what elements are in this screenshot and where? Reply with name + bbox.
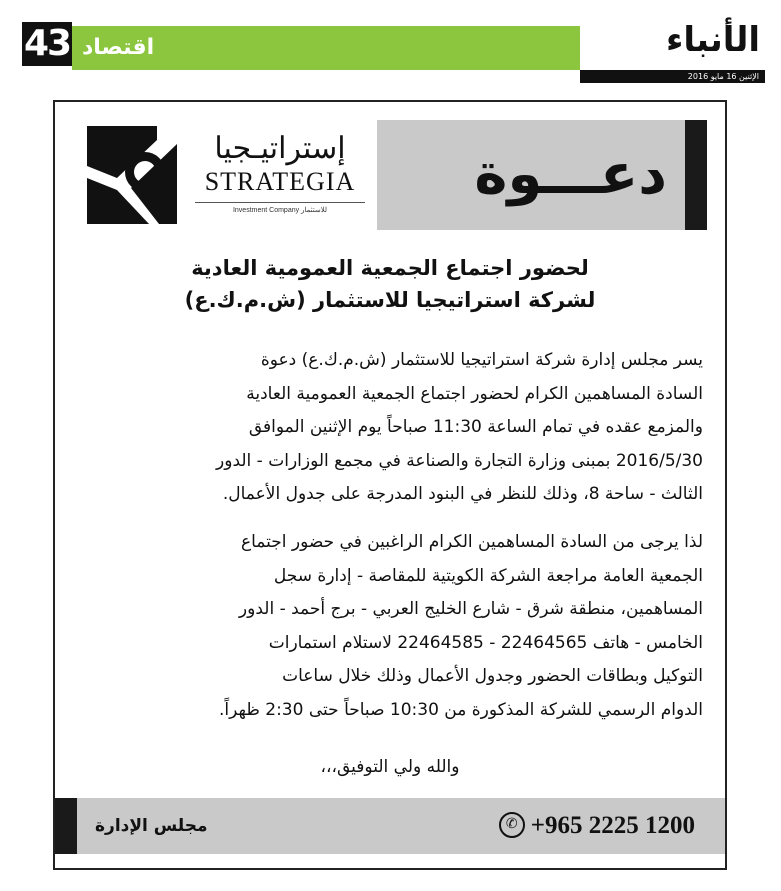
paragraph-line: والمزمع عقده في تمام الساعة 11:30 صباحاً يوم الإثنين الموافق xyxy=(248,417,703,437)
paragraph-line: يسر مجلس إدارة شركة استراتيجيا للاستثمار (ش.م.ك.ع) دعوة xyxy=(260,350,703,370)
closing-line: والله ولي التوفيق،،، xyxy=(320,757,460,777)
paragraph-line: الثالث - ساحة 8، وذلك للنظر في البنود المدرجة على جدول الأعمال. xyxy=(222,484,703,504)
logo-subtitle: Investment Company للاستثمار xyxy=(195,202,365,214)
footer-accent-bar xyxy=(55,798,77,854)
banner-accent-bar xyxy=(685,120,707,230)
paragraph-line: 2016/5/30 بمبنى وزارة التجارة والصناعة في مجمع الوزارات - الدور xyxy=(216,450,703,471)
invitation-title: دعـــوة xyxy=(474,142,667,207)
invitation-advertisement xyxy=(53,100,727,870)
company-logo xyxy=(77,120,377,230)
invitation-paragraph xyxy=(79,344,703,512)
contact-phone xyxy=(499,798,695,854)
ad-footer xyxy=(55,798,725,854)
paragraph-line: الجمعية العامة مراجعة الشركة الكويتية للمقاصة - إدارة سجل xyxy=(273,565,703,586)
newspaper-masthead: الأنباء xyxy=(666,20,760,60)
section-label: اقتصاد xyxy=(82,35,155,60)
logo-latin-name: STRATEGIA xyxy=(204,167,356,196)
ad-headline xyxy=(85,252,695,316)
instructions-paragraph xyxy=(79,526,703,727)
paragraph-line: الخامس - هاتف 22464565 - 22464585 لاستلام استمارات xyxy=(268,632,703,653)
issue-date: الإثنين 16 مايو 2016 xyxy=(580,70,765,83)
paragraph-line: السادة المساهمين الكرام لحضور اجتماع الجمعية العمومية العادية xyxy=(246,383,703,404)
signatory: مجلس الإدارة xyxy=(95,816,208,836)
section-bar xyxy=(72,26,580,70)
phone-icon: ✆ xyxy=(499,812,525,838)
logo-arabic-name: إستراتيـجيا xyxy=(214,131,346,166)
paragraph-line: لذا يرجى من السادة المساهمين الكرام الراغبين في حضور اجتماع xyxy=(240,532,703,552)
page-number: 43 xyxy=(23,23,71,64)
phone-number: +965 2225 1200 xyxy=(530,812,695,839)
headline-line: لحضور اجتماع الجمعية العمومية العادية xyxy=(191,256,589,280)
paragraph-line: التوكيل وبطاقات الحضور وجدول الأعمال وذلك خلال ساعات xyxy=(282,666,703,686)
ad-title-banner xyxy=(77,120,707,230)
paragraph-line: الدوام الرسمي للشركة المذكورة من 10:30 صباحاً حتى 2:30 ظهراً. xyxy=(218,699,703,720)
strategia-logo-icon xyxy=(87,126,177,224)
paragraph-line: المساهمين، منطقة شرق - شارع الخليج العربي - برج أحمد - الدور xyxy=(238,599,703,619)
headline-line: لشركة استراتيجيا للاستثمار (ش.م.ك.ع) xyxy=(184,288,596,312)
